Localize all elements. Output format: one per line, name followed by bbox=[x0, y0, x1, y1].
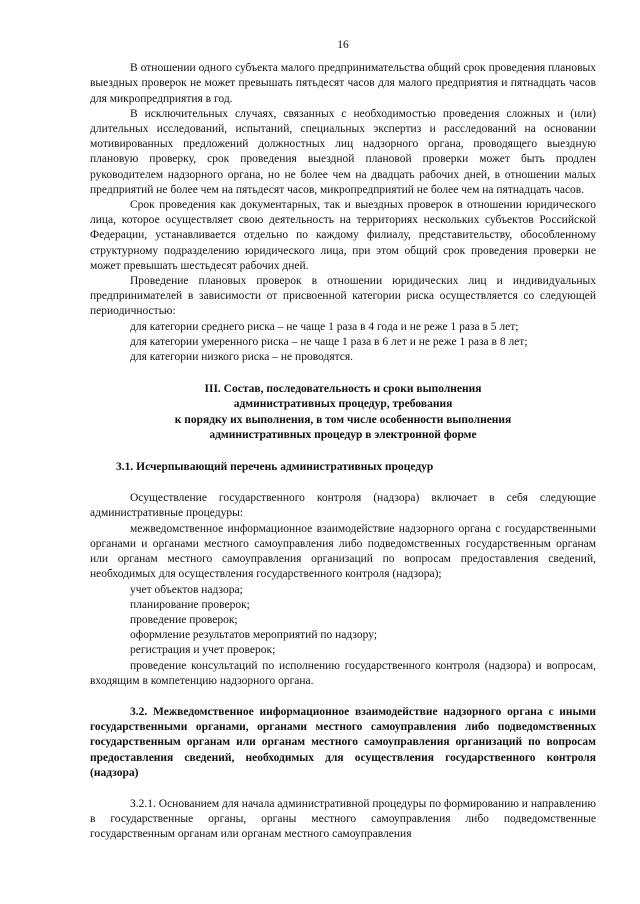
list-item: для категории низкого риска – не проводятся. bbox=[130, 351, 354, 364]
paragraph-3-2-1: 3.2.1. Основанием для начала административной процедуры по формированию и направлению в государственные органы, органы местного самоуправления либо подведомственные государственным органам или органам местного самоуправления bbox=[90, 797, 596, 841]
list-item: оформление результатов мероприятий по надзору; bbox=[130, 629, 378, 642]
paragraph-multi-region: Срок проведения как документарных, так и выездных проверок в отношении юридического лица, которое осуществляет свою деятельность на территориях нескольких субъектов Российской Федерации, устанавливается отдельно по каждому филиалу, представительству, обособленному структурному подразделению юридического лица, при этом общий срок проведения проверки не может превышать шестьдесят рабочих дней. bbox=[90, 199, 596, 272]
procedure-list bbox=[90, 583, 596, 659]
paragraph-interagency: межведомственное информационное взаимодействие надзорного органа с государственными органами и органами местного самоуправления либо подведомственных государственным органам или органам местного самоуправления организаций по вопросам предоставления сведений, необходимых для осуществления государственного контроля (надзора); bbox=[90, 522, 596, 581]
risk-category-list bbox=[90, 320, 596, 366]
list-item: планирование проверок; bbox=[130, 598, 250, 611]
paragraph-exceptional-cases: В исключительных случаях, связанных с необходимостью проведения сложных и (или) длительных исследований, испытаний, специальных экспертиз и расследований на основании мотивированных предложений должностных лиц надзорного органа, проводящего выездную плановую проверку, срок проведения выездной плановой проверки может быть продлен руководителем надзорного органа, но не более чем на двадцать рабочих дней, в отношении малых предприятий не более чем на пятьдесят часов, микропредприятий не более чем на пятнадцать часов. bbox=[90, 107, 596, 196]
section-title-line: к порядку их выполнения, в том числе особенности выполнения bbox=[174, 413, 512, 426]
section-title-line: административных процедур, требования bbox=[233, 398, 453, 411]
list-item: для категории среднего риска – не чаще 1 раза в 4 года и не реже 1 раза в 5 лет; bbox=[130, 320, 519, 333]
paragraph-periodicity: Проведение плановых проверок в отношении юридических лиц и индивидуальных предпринимателей в зависимости от присвоенной категории риска осуществляется со следующей периодичностью: bbox=[90, 275, 596, 318]
section-title-line: административных процедур в электронной форме bbox=[209, 428, 477, 441]
paragraph-consultations: проведение консультаций по исполнению государственного контроля (надзора) и вопросам, входящим в компетенцию надзорного органа. bbox=[90, 659, 596, 687]
list-item: учет объектов надзора; bbox=[130, 583, 243, 596]
section-title-line: III. Состав, последовательность и сроки выполнения bbox=[204, 383, 482, 396]
list-item: проведение проверок; bbox=[130, 613, 238, 626]
paragraph-procedures-intro: Осуществление государственного контроля (надзора) включает в себя следующие административные процедуры: bbox=[90, 492, 596, 520]
subsection-title-3-2: 3.2. Межведомственное информационное взаимодействие надзорного органа с иными государственными органами, органами местного самоуправления либо подведомственных государственным органам или органам местного самоуправления организаций по вопросам предоставления сведений, необходимых для осуществления государственного контроля (надзора) bbox=[90, 705, 596, 779]
paragraph-small-business-limit: В отношении одного субъекта малого предпринимательства общий срок проведения плановых выездных проверок не может превышать пятьдесят часов для малого предприятия и пятнадцать часов для микропредприятия в год. bbox=[90, 62, 596, 105]
page-number: 16 bbox=[337, 39, 349, 51]
section-title bbox=[90, 382, 596, 443]
list-item: для категории умеренного риска – не чаще 1 раза в 6 лет и не реже 1 раза в 8 лет; bbox=[130, 335, 528, 348]
subsection-title-3-1: 3.1. Исчерпывающий перечень административных процедур bbox=[116, 461, 434, 474]
list-item: регистрация и учет проверок; bbox=[130, 644, 276, 657]
